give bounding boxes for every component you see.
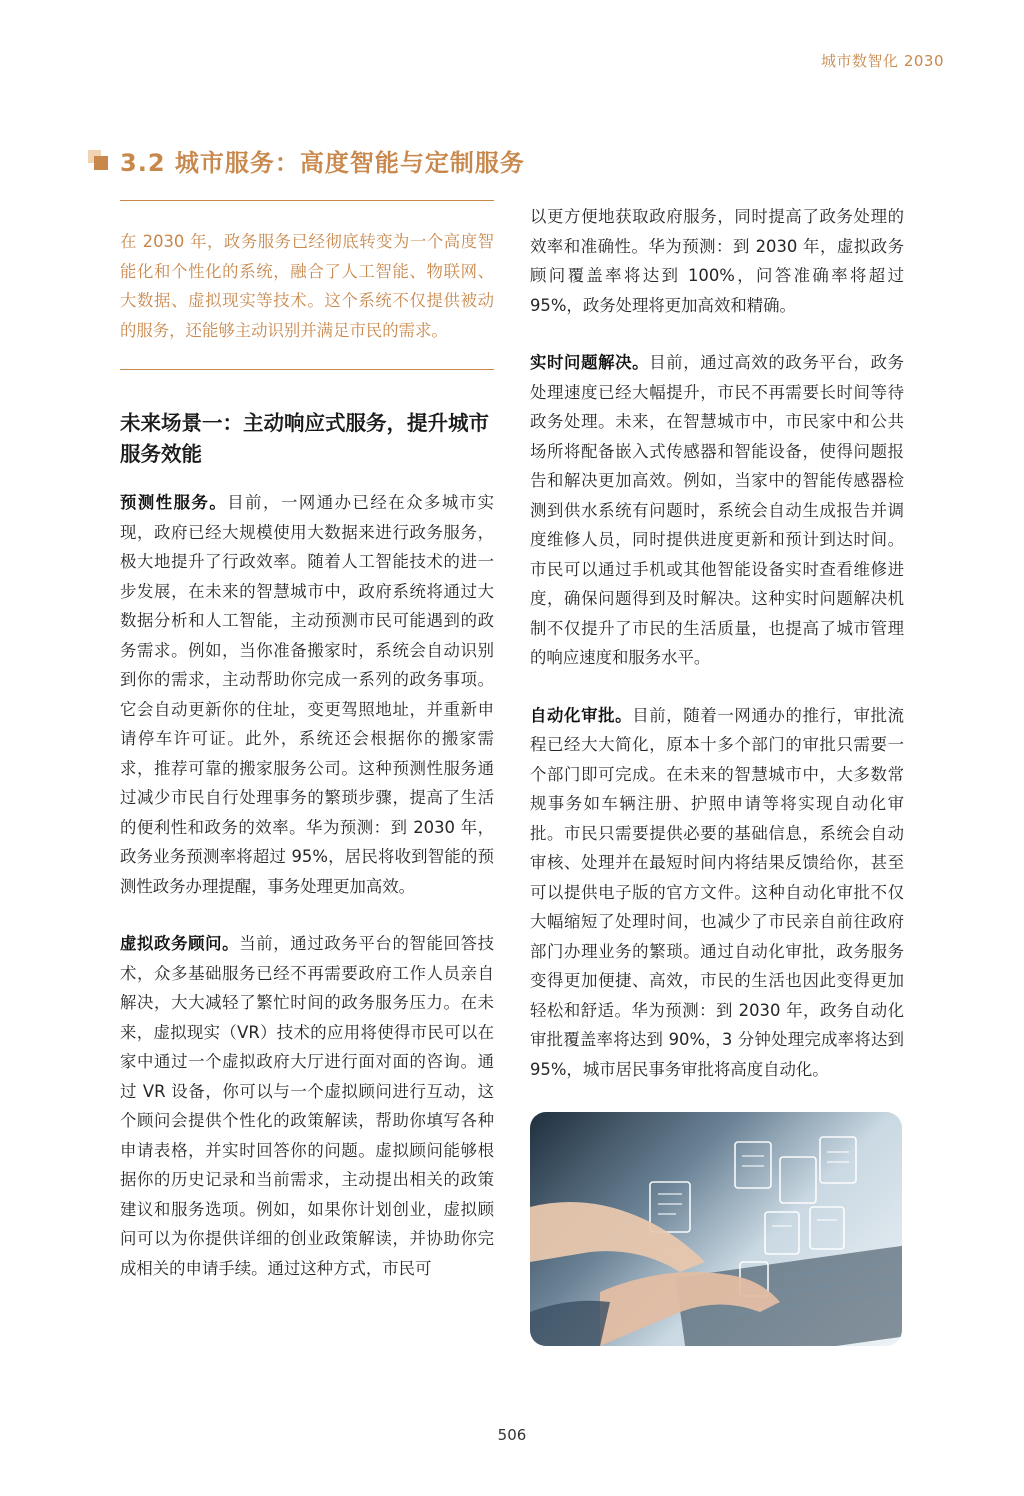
right-column bbox=[530, 200, 904, 1346]
intro-top-rule bbox=[120, 200, 494, 201]
section-heading: 3.2 城市服务：高度智能与定制服务 bbox=[120, 149, 525, 177]
paragraph-auto-approval bbox=[530, 701, 904, 1085]
paragraph-virtual-advisor-continued bbox=[530, 202, 904, 320]
page-number: 506 bbox=[497, 1426, 527, 1444]
photo-illustration bbox=[530, 1112, 902, 1346]
scenario-heading: 未来场景一：主动响应式服务，提升城市服务效能 bbox=[120, 411, 489, 466]
laptop-hands-photo bbox=[530, 1112, 902, 1346]
running-header: 城市数智化 2030 bbox=[821, 52, 944, 70]
paragraph-predictive-service bbox=[120, 488, 494, 901]
section-title bbox=[88, 143, 525, 178]
section-square-icon bbox=[88, 150, 110, 172]
paragraph-lead: 自动化审批。 bbox=[530, 705, 633, 725]
intro-paragraph: 在 2030 年，政务服务已经彻底转变为一个高度智能化和个性化的系统，融合了人工智能、物联网、大数据、虚拟现实等技术。这个系统不仅提供被动的服务，还能够主动识别并满足市民的需求。 bbox=[120, 232, 494, 340]
paragraph-text: 目前，通过高效的政务平台，政务处理速度已经大幅提升，市民不再需要长时间等待政务处理。未来，在智慧城市中，市民家中和公共场所将配备嵌入式传感器和智能设备，使得问题报告和解决更加高效。例如，当家中的智能传感器检测到供水系统有问题时，系统会自动生成报告并调度维修人员，同时提供进度更新和预计到达时间。市民可以通过手机或其他智能设备实时查看维修进度，确保问题得到及时解决。这种实时问题解决机制不仅提升了市民的生活质量，也提高了城市管理的响应速度和服务水平。 bbox=[530, 353, 904, 667]
paragraph-lead: 虚拟政务顾问。 bbox=[120, 934, 240, 953]
paragraph-lead: 预测性服务。 bbox=[120, 493, 228, 512]
paragraph-text: 目前，随着一网通办的推行，审批流程已经大大简化，原本十多个部门的审批只需要一个部门即可完成。在未来的智慧城市中，大多数常规事务如车辆注册、护照申请等将实现自动化审批。市民只需要提供必要的基础信息，系统会自动审核、处理并在最短时间内将结果反馈给你，甚至可以提供电子版的官方文件。这种自动化审批不仅大幅缩短了处理时间，也减少了市民亲自前往政府部门办理业务的繁琐。通过自动化审批，政务服务变得更加便捷、高效，市民的生活也因此变得更加轻松和舒适。华为预测：到 2030 年，政务自动化审批覆盖率将达到 90%，3 分钟处理完成率将达到 95%，城市居民事务审批将高度自动化。 bbox=[530, 705, 905, 1079]
intro-bottom-rule bbox=[120, 369, 494, 370]
paragraph-virtual-advisor bbox=[120, 929, 494, 1283]
paragraph-text: 当前，通过政务平台的智能回答技术，众多基础服务已经不再需要政府工作人员亲自解决，大大减轻了繁忙时间的政务服务压力。在未来，虚拟现实（VR）技术的应用将使得市民可以在家中通过一个虚拟政府大厅进行面对面的咨询。通过 VR 设备，你可以与一个虚拟顾问进行互动，这个顾问会提供个性化的政策解读，帮助你填写各种申请表格，并实时回答你的问题。虚拟顾问能够根据你的历史记录和当前需求，主动提出相关的政策建议和服务选项。例如，如果你计划创业，虚拟顾问可以为你提供详细的创业政策解读，并协助你完成相关的申请手续。通过这种方式，市民可 bbox=[120, 934, 494, 1278]
paragraph-realtime-resolution bbox=[530, 348, 904, 673]
left-column bbox=[120, 200, 494, 1311]
paragraph-lead: 实时问题解决。 bbox=[530, 353, 650, 372]
paragraph-text: 目前，一网通办已经在众多城市实现，政府已经大规模使用大数据来进行政务服务，极大地提升了行政效率。随着人工智能技术的进一步发展，在未来的智慧城市中，政府系统将通过大数据分析和人工智能，主动预测市民可能遇到的政务需求。例如，当你准备搬家时，系统会自动识别到你的需求，主动帮助你完成一系列的政务事项。它会自动更新你的住址，变更驾照地址，并重新申请停车许可证。此外，系统还会根据你的搬家需求，推荐可靠的搬家服务公司。这种预测性服务通过减少市民自行处理事务的繁琐步骤，提高了生活的便利性和政务的效率。华为预测：到 2030 年，政务业务预测率将超过 95%，居民将收到智能的预测性政务办理提醒，事务处理更加高效。 bbox=[120, 493, 495, 896]
paragraph-text: 以更方便地获取政府服务，同时提高了政务处理的效率和准确性。华为预测：到 2030 年，虚拟政务顾问覆盖率将达到 100%，问答准确率将超过 95%，政务处理将更加高效和精确。 bbox=[530, 207, 904, 315]
